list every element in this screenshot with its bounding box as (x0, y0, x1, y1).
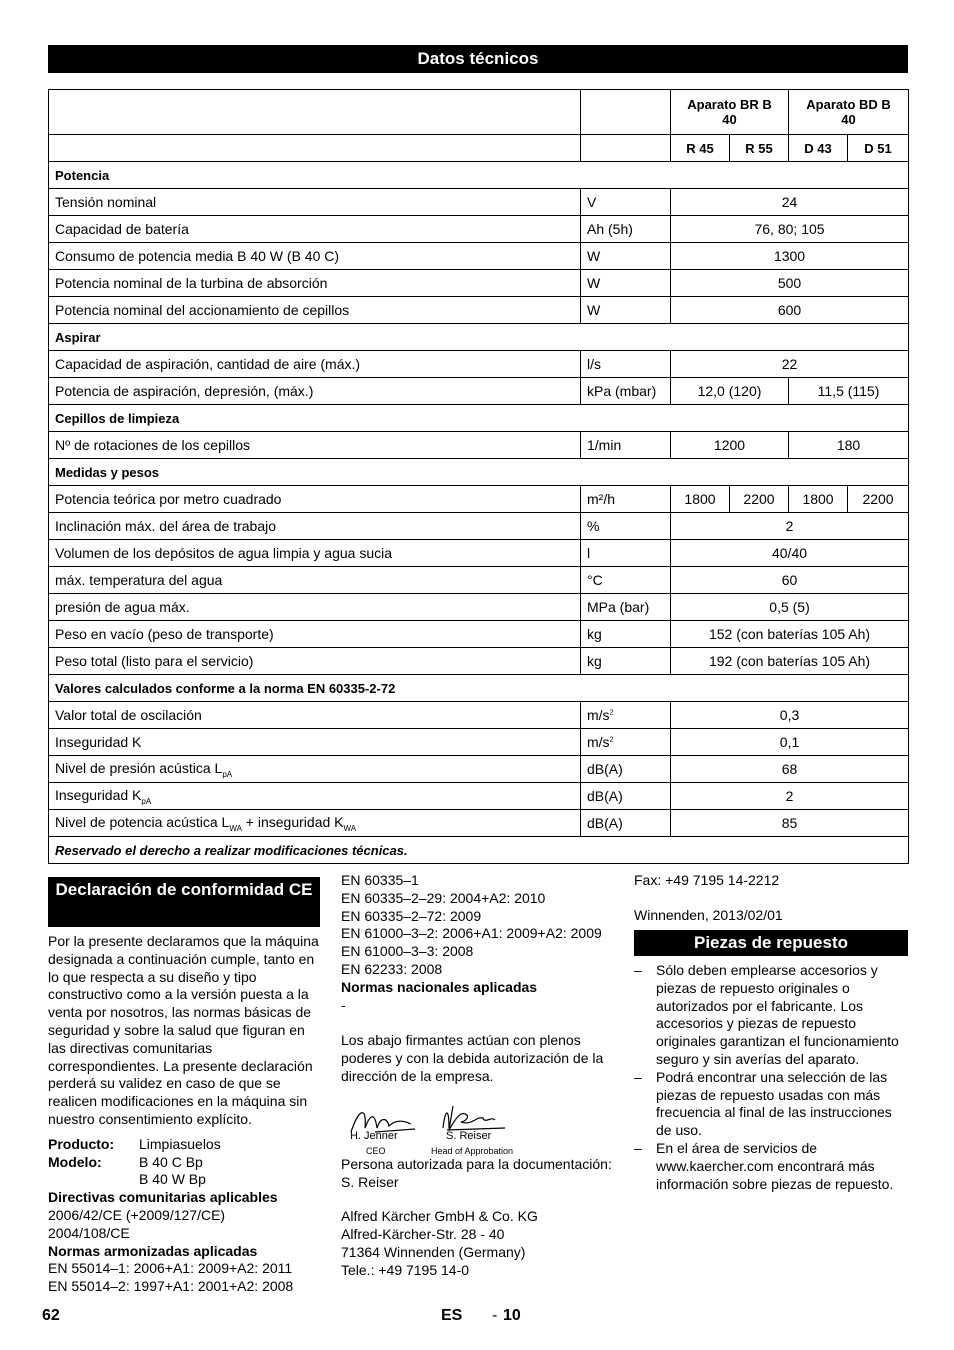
table-row: Inclinación máx. del área de trabajo % 2 (49, 513, 909, 540)
page-number: 62 (42, 1307, 60, 1324)
section-row: Medidas y pesos (49, 459, 909, 486)
table-row: Nivel de presión acústica $L_{pA}$ dB(A) 68 (49, 756, 909, 783)
language-code: ES (441, 1307, 463, 1324)
model-r45: R 45 (671, 135, 730, 162)
table-row: Nº de rotaciones de los cepillos 1/min 1200 180 (49, 432, 909, 459)
table-row: Potencia de aspiración, depresión, (máx.) kPa (mbar) 12,0 (120) 11,5 (115) (49, 378, 909, 405)
table-row: Potencia teórica por metro cuadrado m²/h 1800 2200 1800 2200 (49, 486, 909, 513)
model-d43: D 43 (789, 135, 848, 162)
section-header-piezas: Piezas de repuesto (634, 930, 908, 956)
section-row: Potencia (49, 162, 909, 189)
list-item: – Podrá encontrar una selección de las piezas de repuesto usadas con más frecuencia al final de las instrucciones de uso. (634, 1069, 908, 1140)
table-row: Peso total (listo para el servicio) kg 192 (con baterías 105 Ah) (49, 648, 909, 675)
signature-block: H. Jenner CEO S. Reiser Head of Approbation (341, 1094, 616, 1156)
table-row: presión de agua máx. MPa (bar) 0,5 (5) (49, 594, 909, 621)
list-item: – Sólo deben emplearse accesorios y piezas de repuesto originales o autorizados por el fabricante. Los accesorios y piezas de repuesto originales garantizan el funcionamiento seguro y sin averías del aparato. (634, 962, 908, 1069)
table-row: Potencia nominal del accionamiento de cepillos W 600 (49, 297, 909, 324)
table-row: Inseguridad $K_{pA}$ dB(A) 2 (49, 783, 909, 810)
section-row: Aspirar (49, 324, 909, 351)
declaration-column-1: Por la presente declaramos que la máquina designada a continuación cumple, tanto en lo que respecta a su diseño y tipo constructivo como a la versión puesta a la venta por nosotros, las normas básicas de seguridad y sobre la salud que figuran en las directivas comunitarias correspondientes. La presente declaración perderá su validez en caso de que se realicen modificaciones en la máquina sin nuestro consentimiento explícito. Producto: Limpiasuelos Modelo: B 40 C Bp B 40 W Bp Directivas comunitarias aplicables 2006/42/CE (+2009/127/CE) 2004/108/CE Normas armonizadas aplicadas EN 55014–1: 2006+A1: 2009+A2: 2011 EN 55014–2: 1997+A1: 2001+A2: 2008 (48, 933, 319, 1295)
section-row: Valores calculados conforme a la norma EN 60335-2-72 (49, 675, 909, 702)
declaration-column-2: EN 60335–1 EN 60335–2–29: 2004+A2: 2010 EN 60335–2–72: 2009 EN 61000–3–2: 2006+A1: 2009+A2: 2009 EN 61000–3–3: 2008 EN 62233: 2008 Normas nacionales aplicadas - Los abajo firmantes actúan con plenos poderes y con la debida autorización de la dirección de la empresa. H. Jenner CEO S. Reiser Head of Approbation Persona autorizada para la documentación: S. Reiser Alfred Kärcher GmbH & Co. KG Alfred-Kärcher-Str. 28 - 40 71364 Winnenden (Germany) Tele.: +49 7195 14-0 (341, 872, 616, 1280)
model-group-bd: Aparato BD B 40 (789, 90, 909, 135)
table-subheader-row (49, 135, 909, 162)
table-row: Peso en vacío (peso de transporte) kg 152 (con baterías 105 Ah) (49, 621, 909, 648)
section-page-number: 10 (503, 1307, 521, 1324)
table-row: Inseguridad K $m/s^2$ 0,1 (49, 729, 909, 756)
model-group-br: Aparato BR B 40 (671, 90, 789, 135)
table-row: máx. temperatura del agua °C 60 (49, 567, 909, 594)
list-item: – En el área de servicios de www.kaercher.com encontrará más información sobre piezas de repuesto. (634, 1140, 908, 1193)
declaration-column-3: Fax: +49 7195 14-2212 Winnenden, 2013/02/01 (634, 872, 783, 923)
table-row: Tensión nominal V 24 (49, 189, 909, 216)
spare-parts-list (634, 962, 908, 1193)
table-row: Nivel de potencia acústica $L_{WA}$ + inseguridad $K_{WA}$ dB(A) 85 (49, 810, 909, 837)
declaration-intro: Por la presente declaramos que la máquina designada a continuación cumple, tanto en lo que respecta a su diseño y tipo constructivo como a la versión puesta a la venta por nosotros, las normas básicas de seguridad y sobre la salud que figuran en las directivas comunitarias correspondientes. La presente declaración perderá su validez en caso de que se realicen modificaciones en la máquina sin nuestro consentimiento explícito. (48, 933, 319, 1127)
page-separator: - (492, 1307, 498, 1324)
table-footnote-row: Reservado el derecho a realizar modificaciones técnicas. (49, 837, 909, 864)
technical-data-table (48, 89, 909, 864)
model-d51: D 51 (848, 135, 909, 162)
table-row: Capacidad de aspiración, cantidad de aire (máx.) l/s 22 (49, 351, 909, 378)
signatories-text: Los abajo firmantes actúan con plenos poderes y con la debida autorización de la dirección de la empresa. (341, 1032, 604, 1084)
table-header-row (49, 90, 909, 135)
table-row: Valor total de oscilación $m/s^2$ 0,3 (49, 702, 909, 729)
table-row: Potencia nominal de la turbina de absorción W 500 (49, 270, 909, 297)
model-r55: R 55 (730, 135, 789, 162)
table-row: Consumo de potencia media B 40 W (B 40 C) W 1300 (49, 243, 909, 270)
section-header-datos-tecnicos: Datos técnicos (48, 45, 908, 73)
table-row: Capacidad de batería Ah (5h) 76, 80; 105 (49, 216, 909, 243)
table-row: Volumen de los depósitos de agua limpia y agua sucia l 40/40 (49, 540, 909, 567)
section-header-declaracion: Declaración de conformidad CE (48, 877, 320, 927)
section-row: Cepillos de limpieza (49, 405, 909, 432)
